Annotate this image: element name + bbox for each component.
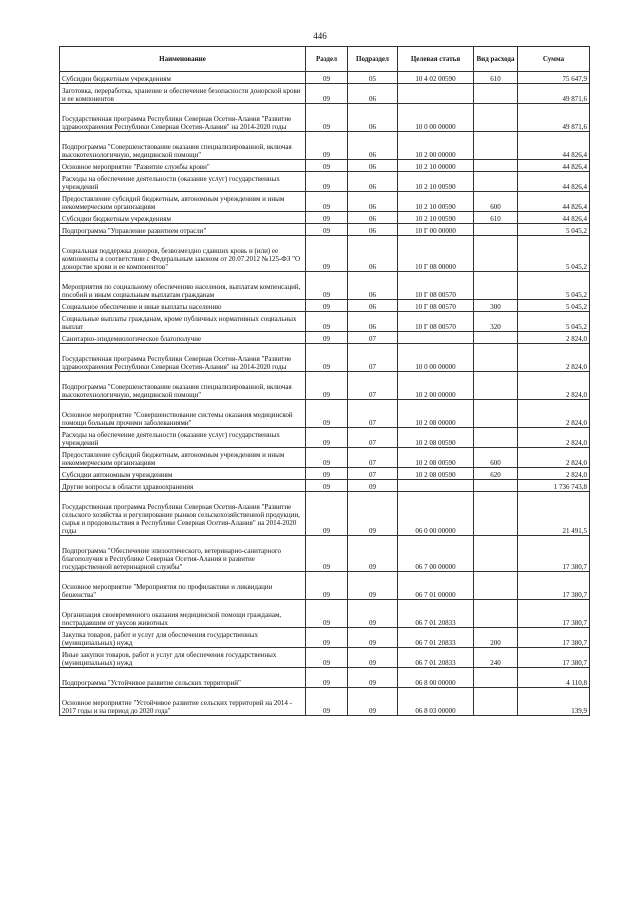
cell-podrazdel: 06 [348,224,398,236]
cell-target: 06 7 00 00000 [398,536,474,572]
table-row [60,212,590,224]
cell-name: Субсидии бюджетным учреждениям [60,72,306,84]
table-row [60,72,590,84]
cell-razdel: 09 [306,344,348,372]
cell-podrazdel: 09 [348,668,398,688]
cell-sum: 17 380,7 [518,600,590,628]
cell-razdel: 09 [306,600,348,628]
cell-sum: 44 826,4 [518,132,590,160]
table-row [60,132,590,160]
table-row [60,688,590,716]
cell-name: Иные закупки товаров, работ и услуг для обеспечения государственных (муниципальных) нужд [60,648,306,668]
table-row [60,192,590,212]
cell-podrazdel: 09 [348,536,398,572]
table-row [60,628,590,648]
header-vid: Вид расхода [474,47,518,72]
cell-sum: 5 045,2 [518,236,590,272]
cell-vid [474,332,518,344]
cell-target: 10 2 10 00590 [398,192,474,212]
cell-target: 10 2 08 00590 [398,428,474,448]
cell-name: Социальное обеспечение и иные выплаты населению [60,300,306,312]
cell-sum: 5 045,2 [518,224,590,236]
cell-name: Мероприятия по социальному обеспечению населения, выплатам компенсаций, пособий и иным социальным выплатам гражданам [60,272,306,300]
cell-name: Расходы на обеспечение деятельности (оказание услуг) государственных учреждений [60,428,306,448]
cell-vid [474,492,518,536]
budget-table [59,46,590,716]
cell-name: Предоставление субсидий бюджетным, автономным учреждениям и иным некоммерческим организациям [60,192,306,212]
cell-sum: 5 045,2 [518,300,590,312]
cell-sum: 4 110,8 [518,668,590,688]
cell-name: Государственная программа Республики Северная Осетия-Алания "Развитие здравоохранения Республики Северная Осетия-Алания" на 2014-2020 годы [60,344,306,372]
cell-sum: 2 824,0 [518,344,590,372]
table-row [60,172,590,192]
cell-target: 10 Г 00 00000 [398,224,474,236]
cell-vid [474,688,518,716]
cell-name: Подпрограмма "Управление развитием отрасли" [60,224,306,236]
cell-sum: 2 824,0 [518,428,590,448]
table-row [60,572,590,600]
cell-target [398,480,474,492]
cell-name: Предоставление субсидий бюджетным, автономным учреждениям и иным некоммерческим организациям [60,448,306,468]
cell-target: 06 7 01 20833 [398,648,474,668]
cell-sum: 21 491,5 [518,492,590,536]
cell-target: 10 2 00 00000 [398,372,474,400]
table-row [60,428,590,448]
cell-target: 10 Г 08 00000 [398,236,474,272]
cell-name: Закупка товаров, работ и услуг для обеспечения государственных (муниципальных) нужд [60,628,306,648]
cell-vid [474,600,518,628]
cell-sum: 44 826,4 [518,212,590,224]
cell-vid: 300 [474,300,518,312]
table-row [60,312,590,332]
cell-sum: 139,9 [518,688,590,716]
cell-vid: 320 [474,312,518,332]
cell-name: Подпрограмма "Обеспечение эпизоотического, ветеринарно-санитарного благополучия в Республике Северная Осетия-Алания и развитие государственной ветеринарной службы" [60,536,306,572]
cell-sum: 17 380,7 [518,536,590,572]
cell-vid [474,132,518,160]
cell-target: 10 0 00 00000 [398,104,474,132]
cell-podrazdel: 06 [348,84,398,104]
cell-podrazdel: 07 [348,372,398,400]
cell-razdel: 09 [306,688,348,716]
cell-podrazdel: 06 [348,172,398,192]
cell-podrazdel: 06 [348,236,398,272]
header-podrazdel: Подраздел [348,47,398,72]
cell-sum: 75 647,9 [518,72,590,84]
cell-vid: 240 [474,648,518,668]
cell-vid [474,480,518,492]
cell-podrazdel: 09 [348,572,398,600]
table-row [60,600,590,628]
cell-sum: 2 824,0 [518,468,590,480]
cell-vid [474,372,518,400]
table-row [60,648,590,668]
cell-sum: 2 824,0 [518,372,590,400]
table-row [60,272,590,300]
cell-vid [474,236,518,272]
cell-sum: 44 826,4 [518,172,590,192]
cell-podrazdel: 07 [348,400,398,428]
cell-podrazdel: 06 [348,160,398,172]
cell-name: Основное мероприятие "Устойчивое развитие сельских территорий на 2014 - 2017 годы и на период до 2020 года" [60,688,306,716]
table-row [60,160,590,172]
cell-razdel: 09 [306,212,348,224]
cell-sum: 49 871,6 [518,84,590,104]
table-row [60,84,590,104]
cell-vid [474,160,518,172]
cell-podrazdel: 07 [348,428,398,448]
cell-vid [474,272,518,300]
cell-target: 06 7 01 20833 [398,600,474,628]
cell-podrazdel: 06 [348,212,398,224]
cell-vid: 610 [474,72,518,84]
cell-sum: 2 824,0 [518,400,590,428]
cell-podrazdel: 06 [348,312,398,332]
header-target: Целевая статья [398,47,474,72]
cell-name: Подпрограмма "Совершенствование оказания специализированной, включая высокотехнологичную, медицинской помощи" [60,372,306,400]
cell-sum: 5 045,2 [518,272,590,300]
cell-razdel: 09 [306,536,348,572]
cell-podrazdel: 09 [348,492,398,536]
cell-podrazdel: 06 [348,192,398,212]
cell-podrazdel: 09 [348,480,398,492]
cell-podrazdel: 07 [348,344,398,372]
cell-name: Основное мероприятие "Развитие службы крови" [60,160,306,172]
cell-vid: 600 [474,192,518,212]
cell-target: 10 2 10 00000 [398,160,474,172]
table-row [60,344,590,372]
cell-podrazdel: 06 [348,272,398,300]
cell-name: Социальная поддержка доноров, безвозмездно сдавших кровь и (или) ее компоненты в соответствии с Федеральным законом от 20.07.2012 №125-ФЗ "О донорстве крови и ее компонентов" [60,236,306,272]
table-row [60,480,590,492]
cell-razdel: 09 [306,272,348,300]
table-row [60,468,590,480]
cell-target: 10 2 10 00590 [398,212,474,224]
table-row [60,668,590,688]
cell-target [398,84,474,104]
table-header-row [60,47,590,72]
cell-razdel: 09 [306,104,348,132]
cell-razdel: 09 [306,492,348,536]
table-row [60,104,590,132]
cell-razdel: 09 [306,132,348,160]
table-row [60,332,590,344]
cell-vid [474,572,518,600]
cell-vid [474,668,518,688]
cell-vid [474,536,518,572]
cell-target: 06 7 01 20833 [398,628,474,648]
cell-razdel: 09 [306,480,348,492]
cell-name: Заготовка, переработка, хранение и обеспечение безопасности донорской крови и ее компонентов [60,84,306,104]
cell-sum: 1 736 743,8 [518,480,590,492]
cell-name: Социальные выплаты гражданам, кроме публичных нормативных социальных выплат [60,312,306,332]
page-number: 446 [313,31,327,41]
table-row [60,492,590,536]
cell-name: Санитарно-эпидемиологическое благополучие [60,332,306,344]
cell-name: Государственная программа Республики Северная Осетия-Алания "Развитие сельского хозяйства и регулирование рынков сельскохозяйственной продукции, сырья и продовольствия в Республике Северная Осетия-Алания" на 2014-2020 годы [60,492,306,536]
cell-razdel: 09 [306,448,348,468]
table-row [60,224,590,236]
cell-name: Подпрограмма "Совершенствование оказания специализированной, включая высокотехнологичную, медицинской помощи" [60,132,306,160]
cell-vid [474,224,518,236]
cell-sum: 44 826,4 [518,192,590,212]
cell-vid: 600 [474,448,518,468]
cell-sum: 17 380,7 [518,628,590,648]
cell-razdel: 09 [306,84,348,104]
cell-target: 06 8 00 00000 [398,668,474,688]
cell-sum: 49 871,6 [518,104,590,132]
cell-podrazdel: 09 [348,688,398,716]
cell-podrazdel: 06 [348,300,398,312]
cell-podrazdel: 06 [348,132,398,160]
cell-razdel: 09 [306,648,348,668]
cell-vid [474,428,518,448]
cell-target: 10 Г 08 00570 [398,312,474,332]
cell-target: 06 8 03 00000 [398,688,474,716]
cell-podrazdel: 09 [348,628,398,648]
cell-razdel: 09 [306,192,348,212]
cell-vid [474,400,518,428]
cell-razdel: 09 [306,572,348,600]
cell-target: 10 2 08 00590 [398,448,474,468]
cell-target: 06 0 00 00000 [398,492,474,536]
header-razdel: Раздел [306,47,348,72]
cell-razdel: 09 [306,332,348,344]
cell-name: Государственная программа Республики Северная Осетия-Алания "Развитие здравоохранения Республики Северная Осетия-Алания" на 2014-2020 годы [60,104,306,132]
cell-vid [474,84,518,104]
cell-podrazdel: 09 [348,600,398,628]
cell-target: 10 4 02 00590 [398,72,474,84]
cell-name: Другие вопросы в области здравоохранения [60,480,306,492]
cell-name: Субсидии бюджетным учреждениям [60,212,306,224]
cell-razdel: 09 [306,300,348,312]
cell-vid: 620 [474,468,518,480]
table-row [60,536,590,572]
header-name: Наименование [60,47,306,72]
cell-vid [474,172,518,192]
cell-name: Подпрограмма "Устойчивое развитие сельских территорий" [60,668,306,688]
cell-target: 10 Г 08 00570 [398,300,474,312]
cell-target: 06 7 01 00000 [398,572,474,600]
table-row [60,236,590,272]
cell-target: 10 2 10 00590 [398,172,474,192]
cell-name: Организация своевременного оказания медицинской помощи гражданам, пострадавшим от укусов животных [60,600,306,628]
cell-razdel: 09 [306,72,348,84]
table-row [60,448,590,468]
header-sum: Сумма [518,47,590,72]
cell-vid [474,344,518,372]
cell-razdel: 09 [306,224,348,236]
cell-vid: 200 [474,628,518,648]
cell-podrazdel: 06 [348,104,398,132]
cell-target [398,332,474,344]
cell-sum: 2 824,0 [518,332,590,344]
cell-sum: 2 824,0 [518,448,590,468]
cell-name: Расходы на обеспечение деятельности (оказание услуг) государственных учреждений [60,172,306,192]
cell-razdel: 09 [306,628,348,648]
cell-razdel: 09 [306,668,348,688]
cell-name: Основное мероприятие "Мероприятия по профилактике и ликвидации бешенства" [60,572,306,600]
cell-target: 10 0 00 00000 [398,344,474,372]
cell-sum: 44 826,4 [518,160,590,172]
cell-vid [474,104,518,132]
cell-target: 10 2 00 00000 [398,132,474,160]
table-row [60,372,590,400]
cell-podrazdel: 07 [348,332,398,344]
cell-podrazdel: 07 [348,448,398,468]
cell-vid: 610 [474,212,518,224]
table-row [60,300,590,312]
cell-razdel: 09 [306,468,348,480]
cell-target: 10 Г 08 00570 [398,272,474,300]
cell-razdel: 09 [306,172,348,192]
cell-podrazdel: 09 [348,648,398,668]
cell-name: Основное мероприятие "Совершенствование системы оказания медицинской помощи больным прочими заболеваниями" [60,400,306,428]
cell-sum: 17 380,7 [518,648,590,668]
cell-podrazdel: 05 [348,72,398,84]
cell-razdel: 09 [306,312,348,332]
cell-sum: 17 380,7 [518,572,590,600]
cell-target: 10 2 08 00590 [398,468,474,480]
cell-podrazdel: 07 [348,468,398,480]
cell-razdel: 09 [306,236,348,272]
cell-razdel: 09 [306,428,348,448]
cell-razdel: 09 [306,372,348,400]
cell-razdel: 09 [306,160,348,172]
cell-razdel: 09 [306,400,348,428]
table-row [60,400,590,428]
cell-sum: 5 045,2 [518,312,590,332]
cell-target: 10 2 08 00000 [398,400,474,428]
cell-name: Субсидии автономным учреждениям [60,468,306,480]
